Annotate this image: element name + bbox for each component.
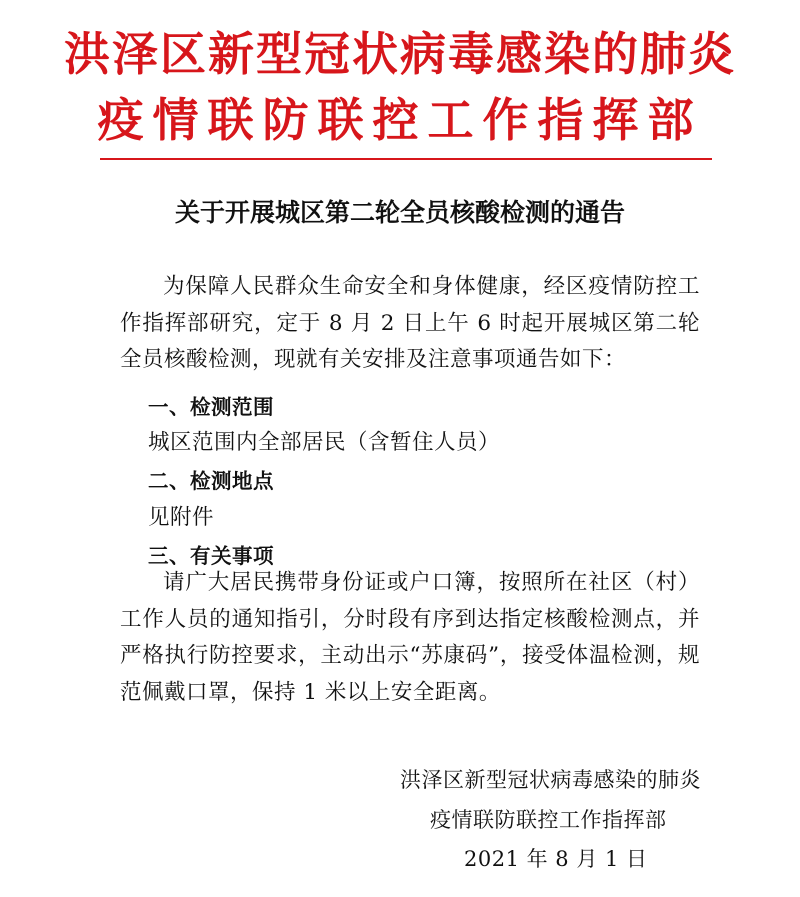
section-2-heading: 二、检测地点 [148,469,274,493]
signature-date: 2021 年 8 月 1 日 [464,847,648,871]
masthead-line-2: 疫情联防联控工作指挥部 [97,93,703,147]
section-3-heading: 三、有关事项 [148,544,274,568]
intro-paragraph: 为保障人民群众生命安全和身体健康，经区疫情防控工作指挥部研究，定于 8 月 2 日上午 6 时起开展城区第二轮全员核酸检测，现就有关安排及注意事项通告如下： [120,274,700,372]
section-2-body: 见附件 [148,505,215,530]
section-1-body: 城区范围内全部居民（含暂住人员） [148,430,501,455]
signature-org-line-2: 疫情联防联控工作指挥部 [430,808,667,832]
section-3-body: 请广大居民携带身份证或户口簿，按照所在社区（村）工作人员的通知指引，分时段有序到达指定核酸检测点，并严格执行防控要求，主动出示“苏康码”，接受体温检测，规范佩戴口罩，保持 1 米以上安全距离。 [120,570,700,705]
section-1-heading: 一、检测范围 [148,395,274,419]
red-divider [100,158,712,160]
signature-org-line-1: 洪泽区新型冠状病毒感染的肺炎 [400,768,701,792]
masthead-line-1: 洪泽区新型冠状病毒感染的肺炎 [64,27,736,81]
document-title: 关于开展城区第二轮全员核酸检测的通告 [174,198,625,227]
